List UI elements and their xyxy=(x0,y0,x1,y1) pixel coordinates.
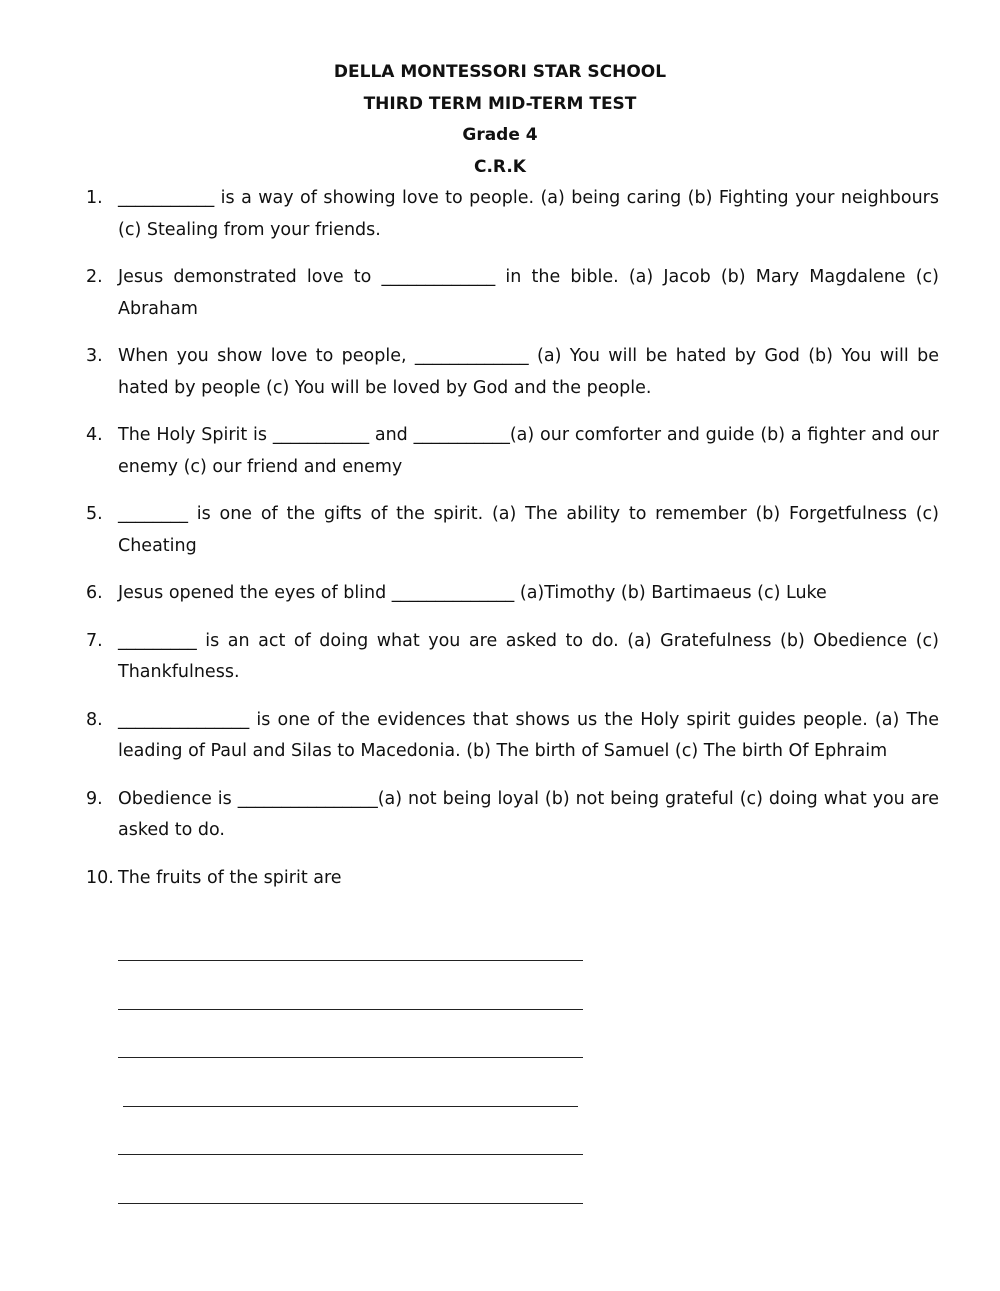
answer-line[interactable] xyxy=(118,1154,583,1155)
question-number: 8. xyxy=(86,709,103,730)
subject-label: C.R.K xyxy=(474,156,526,177)
question-6 xyxy=(86,578,939,610)
question-4 xyxy=(86,420,939,483)
test-header xyxy=(0,57,1000,183)
question-text: _______________ is one of the evidences that shows us the Holy spirit guides people. (a) The leading of Paul and Silas to Macedonia. (b) The birth of Samuel (c) The birth Of Ephraim xyxy=(118,709,939,761)
grade-label: Grade 4 xyxy=(462,125,538,145)
question-text: The fruits of the spirit are xyxy=(118,867,342,888)
answer-line[interactable] xyxy=(123,1106,578,1107)
question-9 xyxy=(86,784,939,847)
question-8 xyxy=(86,705,939,768)
question-number: 2. xyxy=(86,267,103,287)
question-number: 1. xyxy=(86,188,103,208)
question-number: 10. xyxy=(86,867,114,888)
question-10 xyxy=(86,863,939,895)
question-5 xyxy=(86,499,939,562)
question-number: 4. xyxy=(86,425,103,445)
school-name: DELLA MONTESSORI STAR SCHOOL xyxy=(333,62,667,82)
question-7 xyxy=(86,626,939,689)
question-3 xyxy=(86,341,939,404)
question-number: 6. xyxy=(86,583,103,603)
answer-line[interactable] xyxy=(118,1203,583,1204)
question-text: ________ is one of the gifts of the spirit. (a) The ability to remember (b) Forgetfulness (c) Cheating xyxy=(118,504,939,556)
question-text: When you show love to people, _____________ (a) You will be hated by God (b) You will be hated by people (c) You will be loved by God and the people. xyxy=(118,346,939,398)
answer-line[interactable] xyxy=(118,960,583,961)
test-title: THIRD TERM MID-TERM TEST xyxy=(363,93,637,114)
question-text: _________ is an act of doing what you are asked to do. (a) Gratefulness (b) Obedience (c) Thankfulness. xyxy=(118,630,939,682)
question-1 xyxy=(86,183,939,246)
answer-line[interactable] xyxy=(118,1057,583,1058)
question-text: ___________ is a way of showing love to people. (a) being caring (b) Fighting your neighbours (c) Stealing from your friends. xyxy=(118,188,939,240)
question-number: 3. xyxy=(86,346,103,366)
question-text: Obedience is ________________(a) not being loyal (b) not being grateful (c) doing what you are asked to do. xyxy=(118,788,939,840)
answer-line[interactable] xyxy=(118,1009,583,1010)
question-text: Jesus opened the eyes of blind ______________ (a)Timothy (b) Bartimaeus (c) Luke xyxy=(118,583,827,603)
question-number: 7. xyxy=(86,630,103,651)
question-list xyxy=(86,183,939,910)
question-text: Jesus demonstrated love to _____________ in the bible. (a) Jacob (b) Mary Magdalene (c) Abraham xyxy=(118,267,939,319)
question-number: 9. xyxy=(86,788,103,809)
question-2 xyxy=(86,262,939,325)
answer-lines xyxy=(118,960,588,1251)
question-text: The Holy Spirit is ___________ and ___________(a) our comforter and guide (b) a fighter and our enemy (c) our friend and enemy xyxy=(118,425,939,477)
question-number: 5. xyxy=(86,504,103,524)
